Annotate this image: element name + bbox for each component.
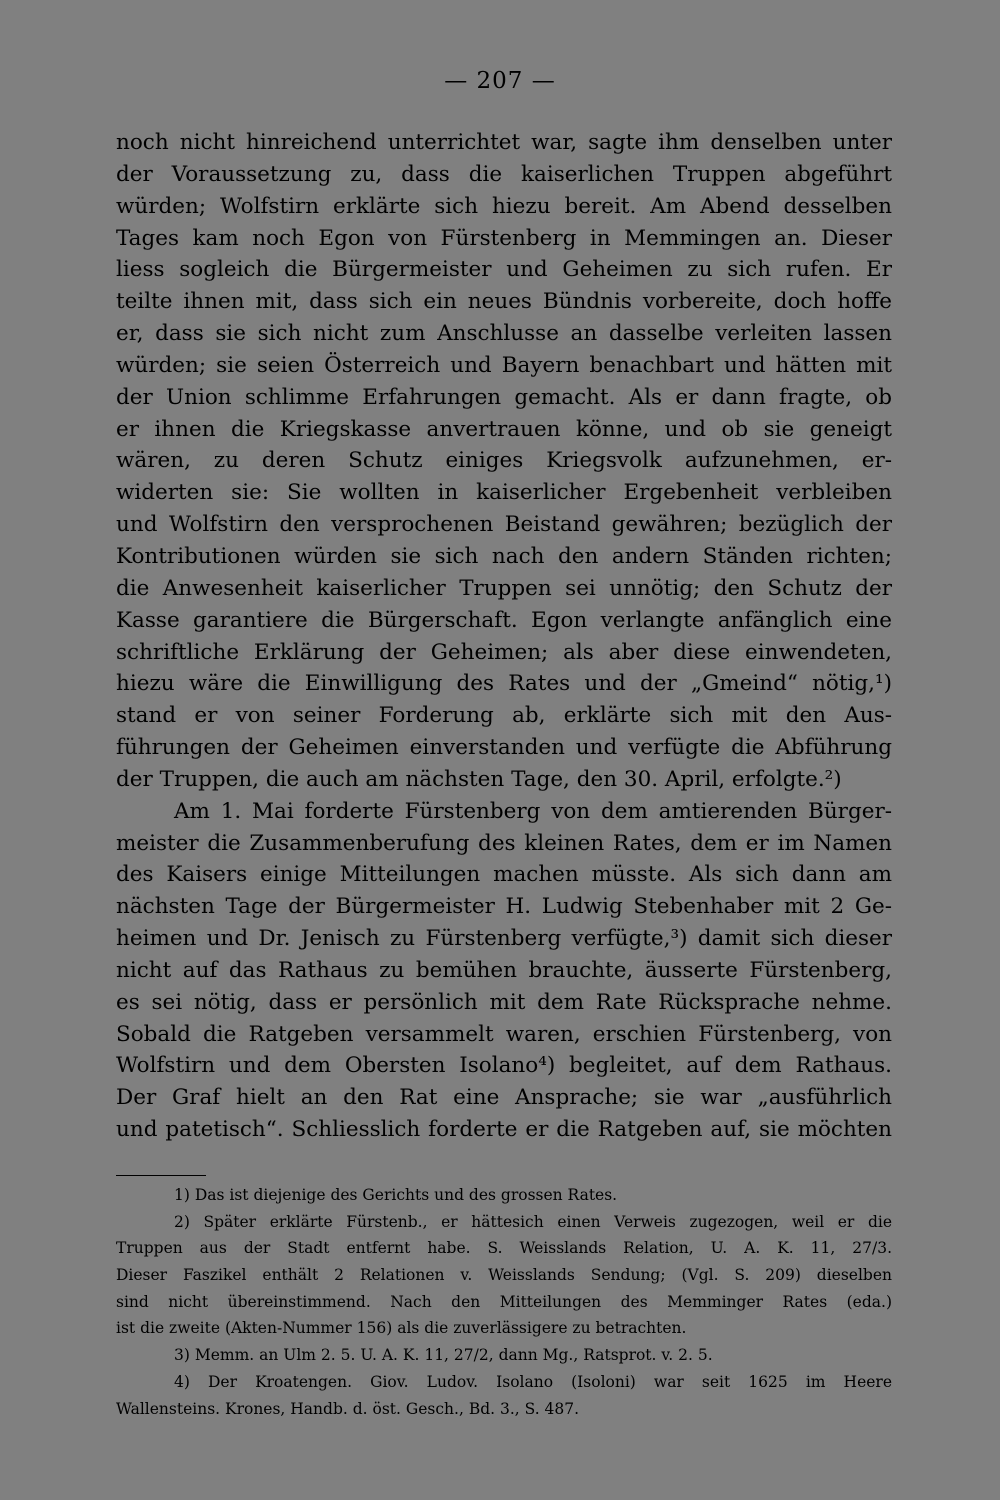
body-line: noch nicht hinreichend unterrichtet war, sagte ihm denselben unter <box>116 130 892 155</box>
body-text <box>116 127 892 1146</box>
footnote-line: 4) Der Kroatengen. Giov. Ludov. Isolano (Isoloni) war seit 1625 im Heere <box>174 1372 892 1391</box>
body-line: würden; sie seien Österreich und Bayern benachbart und hätten mit <box>116 352 892 378</box>
body-line: er, dass sie sich nicht zum Anschlusse an dasselbe verleiten lassen <box>116 321 892 347</box>
footnotes <box>116 1182 892 1422</box>
body-line: wären, zu deren Schutz einiges Kriegsvolk aufzunehmen, er- <box>116 448 892 474</box>
body-line: Sobald die Ratgeben versammelt waren, erschien Fürstenberg, von <box>116 1021 892 1047</box>
body-line: Kontributionen würden sie sich nach den andern Ständen richten; <box>116 543 892 569</box>
body-line: schriftliche Erklärung der Geheimen; als aber diese einwendeten, <box>116 639 892 665</box>
body-line: Tages kam noch Egon von Fürstenberg in Memmingen an. Dieser <box>116 225 892 251</box>
body-line: er ihnen die Kriegskasse anvertrauen könne, und ob sie geneigt <box>116 416 892 442</box>
body-line: nächsten Tage der Bürgermeister H. Ludwig Stebenhaber mit 2 Ge- <box>116 894 892 920</box>
footnote-line: 2) Später erklärte Fürstenb., er hättesich einen Verweis zugezogen, weil er die <box>174 1212 892 1231</box>
body-line: und patetisch“. Schliesslich forderte er die Ratgeben auf, sie möchten <box>116 1117 892 1143</box>
body-line: Kasse garantiere die Bürgerschaft. Egon verlangte anfänglich eine <box>116 607 892 633</box>
body-line: es sei nötig, dass er persönlich mit dem Rate Rücksprache nehme. <box>116 989 892 1015</box>
footnote-line: 3) Memm. an Ulm 2. 5. U. A. K. 11, 27/2, dann Mg., Ratsprot. v. 2. 5. <box>174 1346 713 1365</box>
body-line: Der Graf hielt an den Rat eine Ansprache; sie war „ausführlich <box>116 1085 892 1111</box>
body-line: die Anwesenheit kaiserlicher Truppen sei unnötig; den Schutz der <box>116 575 892 601</box>
body-line: hiezu wäre die Einwilligung des Rates und der „Gmeind“ nötig,¹) <box>116 671 892 697</box>
body-line: stand er von seiner Forderung ab, erklärte sich mit den Aus- <box>116 703 892 729</box>
footnote-line: 1) Das ist diejenige des Gerichts und des grossen Rates. <box>174 1186 618 1204</box>
body-line: des Kaisers einige Mitteilungen machen müsste. Als sich dann am <box>116 862 892 888</box>
footnote-line: Dieser Faszikel enthält 2 Relationen v. Weisslands Sendung; (Vgl. S. 209) dieselben <box>116 1266 892 1285</box>
page-number: — 207 — <box>444 68 556 94</box>
footnote-line: Wallensteins. Krones, Handb. d. öst. Gesch., Bd. 3., S. 487. <box>116 1399 580 1418</box>
body-line: heimen und Dr. Jenisch zu Fürstenberg verfügte,³) damit sich dieser <box>116 926 892 952</box>
footnote-divider <box>116 1175 206 1176</box>
body-line: führungen der Geheimen einverstanden und verfügte die Abführung <box>116 735 892 761</box>
body-line: der Truppen, die auch am nächsten Tage, den 30. April, erfolgte.²) <box>116 766 842 792</box>
body-line: widerten sie: Sie wollten in kaiserlicher Ergebenheit verbleiben <box>116 480 892 506</box>
body-line: liess sogleich die Bürgermeister und Geheimen zu sich rufen. Er <box>116 257 892 283</box>
body-line: der Voraussetzung zu, dass die kaiserlichen Truppen abgeführt <box>116 161 892 187</box>
footnote-line: sind nicht übereinstimmend. Nach den Mitteilungen des Memminger Rates (eda.) <box>116 1292 892 1311</box>
body-line: würden; Wolfstirn erklärte sich hiezu bereit. Am Abend desselben <box>116 193 892 219</box>
body-line: nicht auf das Rathaus zu bemühen brauchte, äusserte Fürstenberg, <box>116 957 892 983</box>
body-line: Wolfstirn und dem Obersten Isolano⁴) begleitet, auf dem Rathaus. <box>116 1053 892 1079</box>
body-line: und Wolfstirn den versprochenen Beistand gewähren; bezüglich der <box>116 512 892 538</box>
body-line: teilte ihnen mit, dass sich ein neues Bündnis vorbereite, doch hoffe <box>116 289 892 315</box>
body-line: der Union schlimme Erfahrungen gemacht. Als er dann fragte, ob <box>116 384 892 410</box>
body-line: Am 1. Mai forderte Fürstenberg von dem amtierenden Bürger- <box>174 798 892 824</box>
footnote-line: Truppen aus der Stadt entfernt habe. S. Weisslands Relation, U. A. K. 11, 27/3. <box>116 1239 892 1258</box>
body-line: meister die Zusammenberufung des kleinen Rates, dem er im Namen <box>116 830 892 856</box>
footnote-line: ist die zweite (Akten-Nummer 156) als die zuverlässigere zu betrachten. <box>116 1319 687 1338</box>
